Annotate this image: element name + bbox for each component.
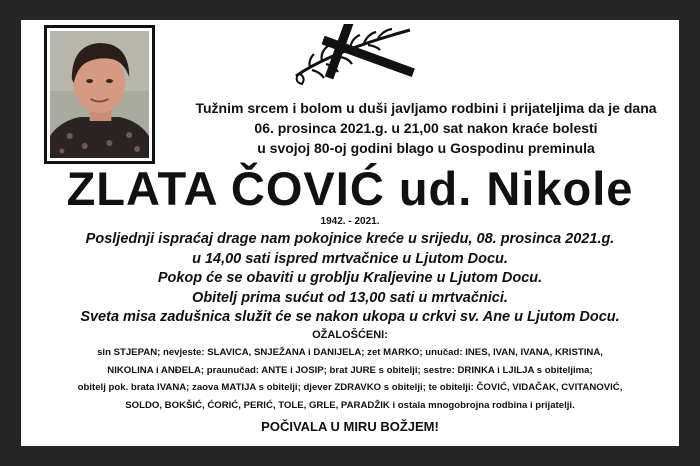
mourners-line: NIKOLINA i ANĐELA; praunučad: ANTE i JOSIP; brat JURE s obitelji; sestre: DRINKA i LJILJA s obiteljima;: [107, 364, 593, 376]
mourners-heading: OŽALOŠĆENI:: [312, 329, 388, 341]
deceased-name: ZLATA ČOVIĆ ud. Nikole: [66, 162, 634, 215]
mourners-line: SOLDO, BOKŠIĆ, ĆORIĆ, PERIĆ, TOLE, GRLE, PARADŽIK i ostala mnogobrojna rodbina i prijatelji.: [125, 399, 575, 411]
funeral-details: [21, 230, 679, 328]
intro-line: Tužnim srcem i bolom u duši javljamo rodbini i prijateljima da je dana: [195, 100, 657, 116]
details-line: Posljednji ispraćaj drage nam pokojnice kreće u srijedu, 08. prosinca 2021.g.: [85, 231, 615, 247]
details-line: Obitelj prima sućut od 13,00 sati u mrtvačnici.: [192, 289, 508, 306]
mourners-line: obitelj pok. brata IVANA; zaova MATIJA s obitelji; djever ZDRAVKO s obitelji; te obitelji: ČOVIĆ, VIDAČAK, CVITANOVIĆ,: [77, 382, 623, 393]
portrait-image: [50, 31, 149, 158]
announcement-text: [161, 98, 679, 158]
details-line: u 14,00 sati ispred mrtvačnice u Ljutom Docu.: [192, 250, 508, 267]
obituary-card: [21, 20, 679, 446]
details-line: Pokop će se obaviti u groblju Kraljevine u Ljutom Docu.: [157, 270, 543, 286]
cross-with-palm-icon: [290, 24, 424, 86]
mourners-list: [21, 344, 679, 414]
life-years: 1942. - 2021.: [320, 216, 380, 227]
mourners-line: sin STJEPAN; nevjeste: SLAVICA, SNJEŽANA i DANIJELA; zet MARKO; unučad: INES, IVAN, IVANA, KRISTINA,: [97, 347, 603, 358]
closing-phrase: POČIVALA U MIRU BOŽJEM!: [261, 419, 439, 434]
details-line: Sveta misa zadušnica služit će se nakon ukopa u crkvi sv. Ane u Ljutom Docu.: [80, 309, 620, 325]
portrait-photo: [44, 25, 155, 164]
intro-line: u svojoj 80-oj godini blago u Gospodinu preminula: [257, 140, 595, 156]
intro-line: 06. prosinca 2021.g. u 21,00 sat nakon kraće bolesti: [254, 120, 598, 136]
